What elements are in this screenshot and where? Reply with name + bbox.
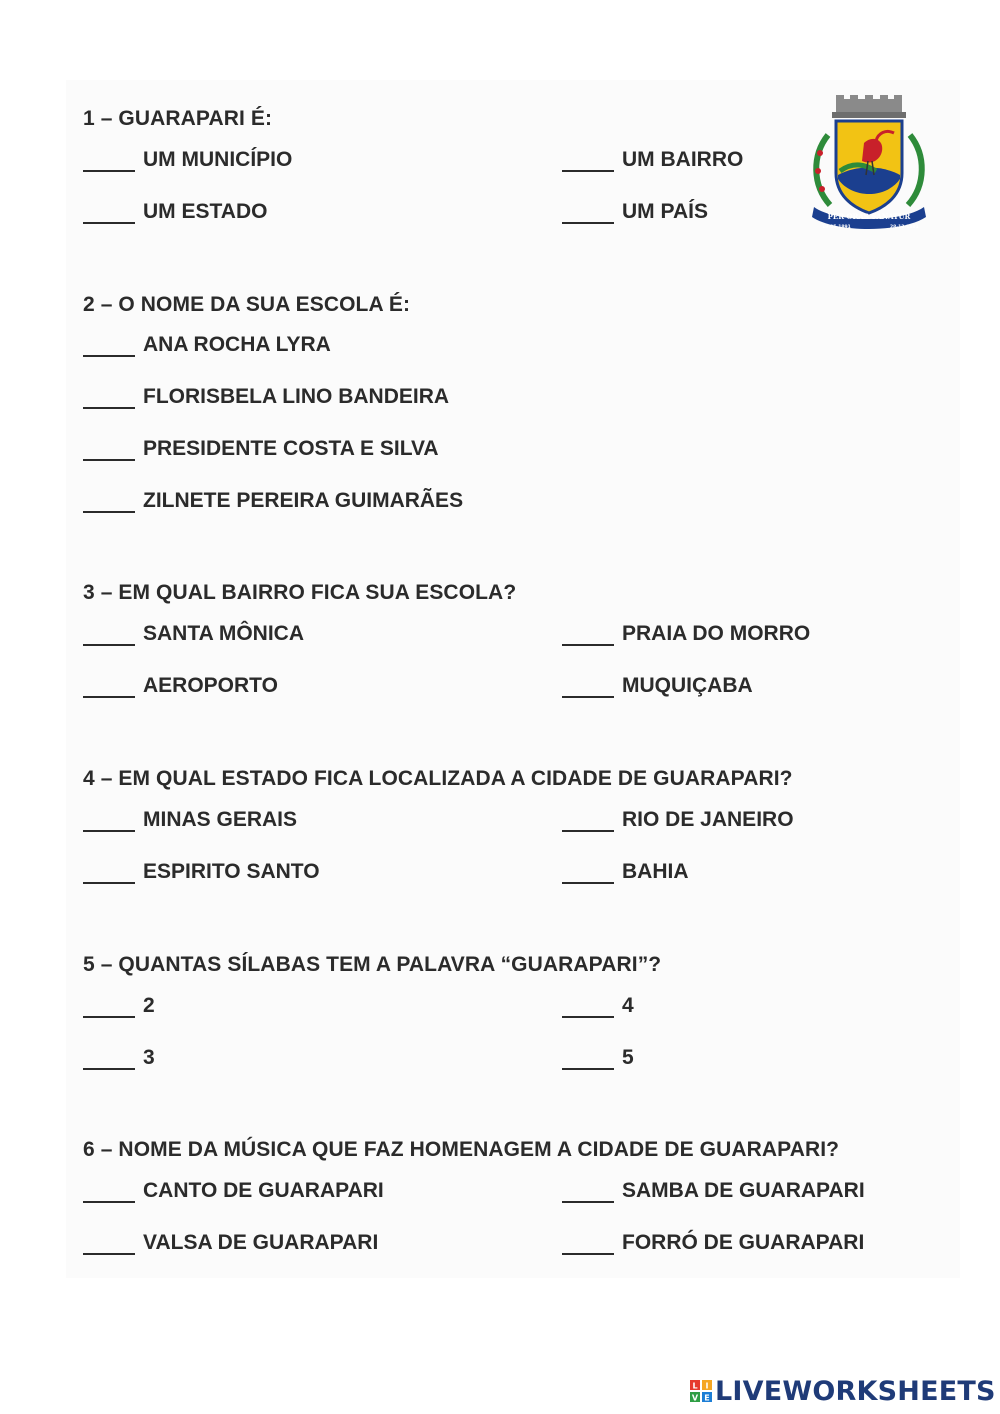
option-label: PRESIDENTE COSTA E SILVA	[143, 437, 439, 460]
option-label: RIO DE JANEIRO	[622, 808, 794, 831]
question-5-title: 5 – QUANTAS SÍLABAS TEM A PALAVRA “GUARAPARI”?	[83, 953, 662, 976]
question-1-option[interactable]	[83, 200, 267, 224]
question-4-option[interactable]	[562, 808, 794, 832]
question-2-option[interactable]	[83, 333, 331, 357]
liveworksheets-logo-icon	[690, 1380, 712, 1402]
option-label: SANTA MÔNICA	[143, 622, 304, 645]
answer-blank[interactable]	[83, 337, 135, 357]
option-label: CANTO DE GUARAPARI	[143, 1179, 384, 1202]
option-label: UM MUNICÍPIO	[143, 148, 293, 171]
answer-blank[interactable]	[83, 441, 135, 461]
answer-blank[interactable]	[562, 1235, 614, 1255]
logo-letter: V	[691, 1393, 699, 1402]
option-label: FORRÓ DE GUARAPARI	[622, 1231, 865, 1254]
answer-blank[interactable]	[562, 812, 614, 832]
answer-blank[interactable]	[562, 204, 614, 224]
question-3-option[interactable]	[83, 622, 304, 646]
answer-blank[interactable]	[562, 152, 614, 172]
question-3-option[interactable]	[83, 674, 278, 698]
emblem-banner-text: PER ORAS SANATUR	[827, 212, 911, 221]
option-label: UM ESTADO	[143, 200, 268, 223]
question-3-option[interactable]	[562, 674, 753, 698]
option-label: ZILNETE PEREIRA GUIMARÃES	[143, 489, 464, 512]
answer-blank[interactable]	[562, 678, 614, 698]
question-6-option[interactable]	[83, 1231, 378, 1255]
question-5-option[interactable]	[83, 1046, 155, 1070]
answer-blank[interactable]	[83, 626, 135, 646]
question-6-title: 6 – NOME DA MÚSICA QUE FAZ HOMENAGEM A CIDADE DE GUARAPARI?	[83, 1138, 840, 1161]
question-2-option[interactable]	[83, 385, 449, 409]
answer-blank[interactable]	[83, 812, 135, 832]
question-4-option[interactable]	[83, 808, 297, 832]
option-label: UM BAIRRO	[622, 148, 744, 171]
option-label: AEROPORTO	[143, 674, 278, 697]
option-label: 2	[143, 994, 155, 1017]
option-label: MUQUIÇABA	[622, 674, 753, 697]
question-1-option[interactable]	[562, 200, 708, 224]
logo-letter: L	[692, 1381, 698, 1391]
question-4-option[interactable]	[562, 860, 689, 884]
answer-blank[interactable]	[562, 864, 614, 884]
city-coat-of-arms	[806, 95, 932, 235]
question-6-option[interactable]	[562, 1231, 864, 1255]
question-5-option[interactable]	[562, 1046, 634, 1070]
question-3-option[interactable]	[562, 622, 810, 646]
liveworksheets-brand[interactable]	[690, 1376, 996, 1406]
answer-blank[interactable]	[83, 998, 135, 1018]
answer-blank[interactable]	[83, 152, 135, 172]
answer-blank[interactable]	[83, 389, 135, 409]
question-1-option[interactable]	[562, 148, 743, 172]
answer-blank[interactable]	[562, 998, 614, 1018]
option-label: 5	[622, 1046, 634, 1069]
option-label: ANA ROCHA LYRA	[143, 333, 331, 356]
option-label: 3	[143, 1046, 155, 1069]
question-4-title: 4 – EM QUAL ESTADO FICA LOCALIZADA A CIDADE DE GUARAPARI?	[83, 767, 793, 790]
question-2-option[interactable]	[83, 489, 463, 513]
option-label: FLORISBELA LINO BANDEIRA	[143, 385, 450, 408]
question-6-option[interactable]	[83, 1179, 384, 1203]
question-2-title: 2 – O NOME DA SUA ESCOLA É:	[83, 293, 411, 316]
option-label: PRAIA DO MORRO	[622, 622, 811, 645]
question-6-option[interactable]	[562, 1179, 865, 1203]
option-label: 4	[622, 994, 634, 1017]
question-5-option[interactable]	[83, 994, 155, 1018]
answer-blank[interactable]	[83, 1183, 135, 1203]
question-5-option[interactable]	[562, 994, 634, 1018]
option-label: BAHIA	[622, 860, 689, 883]
answer-blank[interactable]	[562, 1183, 614, 1203]
answer-blank[interactable]	[83, 493, 135, 513]
option-label: SAMBA DE GUARAPARI	[622, 1179, 865, 1202]
question-3-title: 3 – EM QUAL BAIRRO FICA SUA ESCOLA?	[83, 581, 517, 604]
emblem-date-right: 28-12-1891	[890, 225, 919, 230]
answer-blank[interactable]	[562, 626, 614, 646]
answer-blank[interactable]	[562, 1050, 614, 1070]
question-4-option[interactable]	[83, 860, 320, 884]
answer-blank[interactable]	[83, 678, 135, 698]
answer-blank[interactable]	[83, 1235, 135, 1255]
logo-letter: I	[705, 1381, 709, 1391]
logo-letter: E	[704, 1393, 710, 1402]
question-1-title: 1 – GUARAPARI É:	[83, 107, 273, 130]
emblem-date-left: 19-05-1891	[822, 225, 851, 230]
answer-blank[interactable]	[83, 1050, 135, 1070]
answer-blank[interactable]	[83, 204, 135, 224]
question-2-option[interactable]	[83, 437, 439, 461]
answer-blank[interactable]	[83, 864, 135, 884]
option-label: VALSA DE GUARAPARI	[143, 1231, 379, 1254]
question-1-option[interactable]	[83, 148, 292, 172]
option-label: UM PAÍS	[622, 200, 708, 223]
liveworksheets-wordmark: LIVEWORKSHEETS	[715, 1375, 996, 1407]
option-label: MINAS GERAIS	[143, 808, 298, 831]
option-label: ESPIRITO SANTO	[143, 860, 320, 883]
